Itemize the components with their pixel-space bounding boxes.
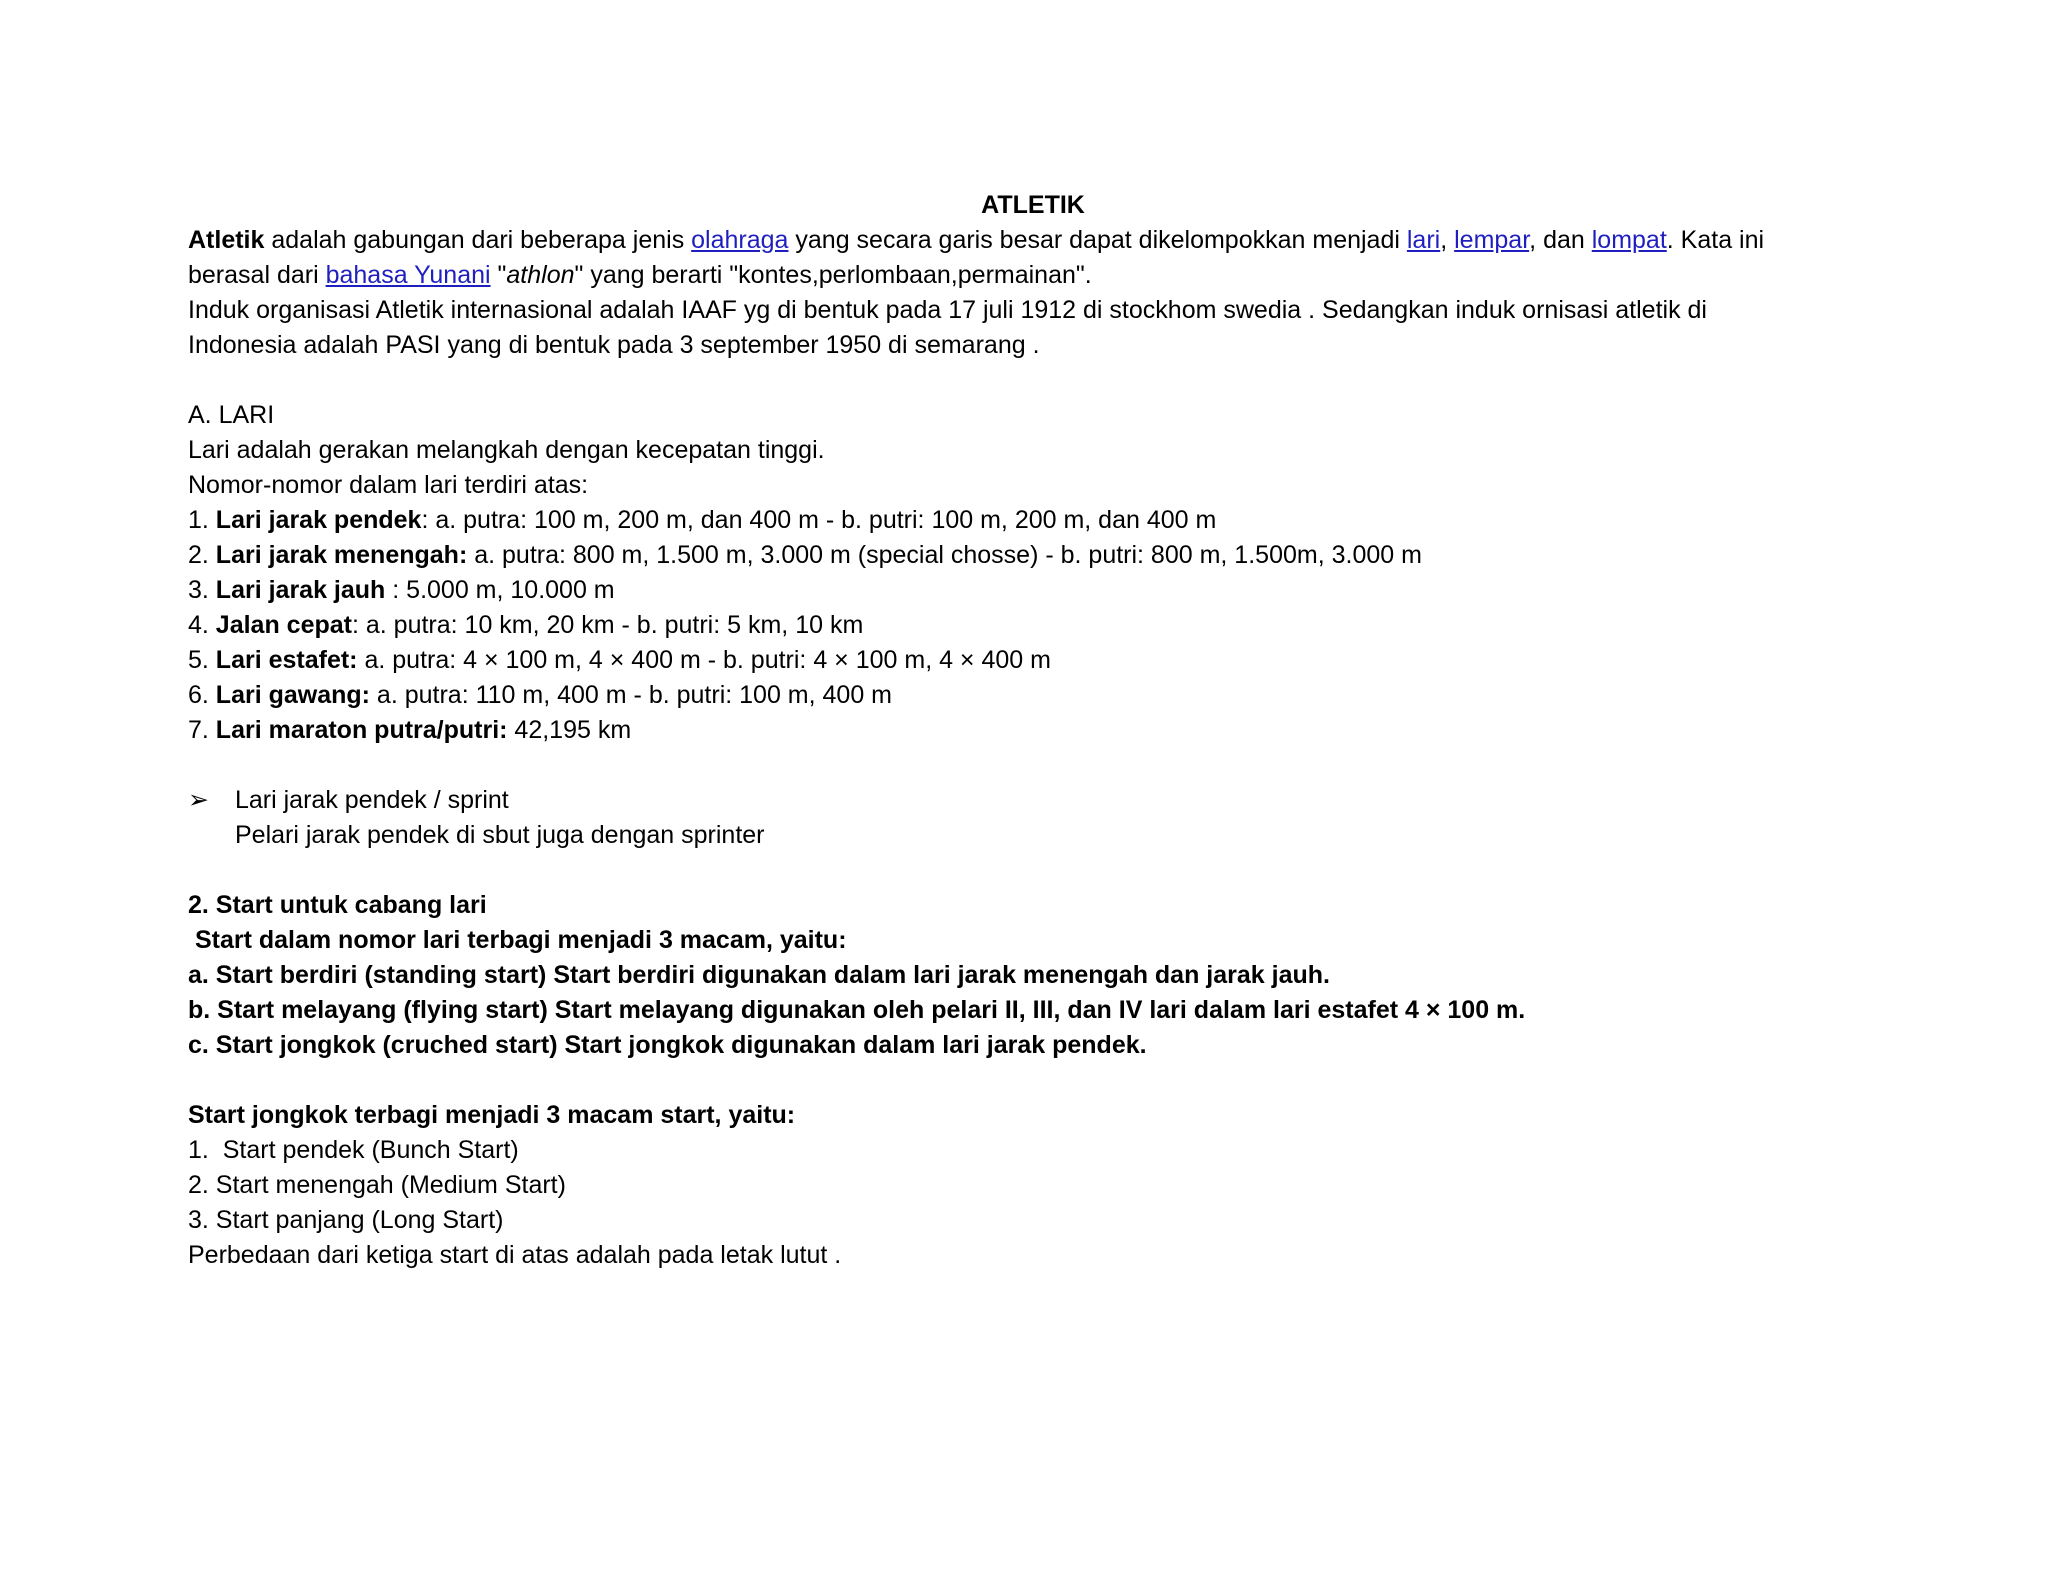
list-item [188,643,1878,678]
item-detail: a. putra: 800 m, 1.500 m, 3.000 m (special chosse) - b. putri: 800 m, 1.500m, 3.000 m [467,541,1422,569]
list-item: 2. Start menengah (Medium Start) [188,1171,566,1199]
intro-text: , dan [1529,226,1592,254]
item-detail: : a. putra: 10 km, 20 km - b. putri: 5 km, 10 km [351,611,864,639]
item-detail: a. putra: 110 m, 400 m - b. putri: 100 m, 400 m [369,681,892,709]
section-heading-lari: A. LARI [188,401,275,429]
intro-text: . Kata ini [1666,226,1765,254]
intro-text: berasal dari [188,261,326,289]
start-intro: Start dalam nomor lari terbagi menjadi 3 macam, yaitu: [188,926,847,954]
item-detail: : 5.000 m, 10.000 m [385,576,615,604]
link-lompat[interactable]: lompat [1591,226,1667,254]
list-item: 1. Start pendek (Bunch Start) [188,1136,519,1164]
intro-line-1 [188,223,1878,258]
link-lempar[interactable]: lempar [1454,226,1530,254]
spacer [188,748,1878,783]
intro-line-3: Induk organisasi Atletik internasional adalah IAAF yg di bentuk pada 17 juli 1912 di stockhom swedia . Sedangkan induk ornisasi atletik di [188,296,1707,324]
jongkok-note: Perbedaan dari ketiga start di atas adalah pada letak lutut . [188,1241,842,1269]
intro-text: " yang berarti "kontes,perlombaan,permainan". [574,261,1092,289]
link-lari[interactable]: lari [1406,226,1441,254]
item-detail: 42,195 km [507,716,632,744]
item-term: Lari maraton putra/putri: [215,716,508,744]
item-term: Lari jarak jauh [215,576,386,604]
item-number: 5. [188,646,216,674]
link-bahasa-yunani[interactable]: bahasa Yunani [325,261,491,289]
spacer [188,363,1878,398]
item-term: Lari jarak menengah: [215,541,468,569]
intro-text: yang secara garis besar dapat dikelompokkan menjadi [788,226,1407,254]
intro-text: " [490,261,507,289]
start-item-a: a. Start berdiri (standing start) Start berdiri digunakan dalam lari jarak menengah dan jarak jauh. [188,961,1330,989]
athlon-term: athlon [506,261,575,289]
list-item [188,573,1878,608]
arrow-bullet-icon: ➢ [188,786,209,814]
spacer [188,853,1878,888]
lari-nomor-intro: Nomor-nomor dalam lari terdiri atas: [188,471,589,499]
item-number: 3. [188,576,216,604]
document-page [188,188,1878,1273]
intro-text: adalah gabungan dari beberapa jenis [264,226,692,254]
intro-text: , [1440,226,1455,254]
list-item [188,678,1878,713]
bullet-item-sprint [188,783,1878,818]
spacer [188,1063,1878,1098]
lari-definition: Lari adalah gerakan melangkah dengan kecepatan tinggi. [188,436,825,464]
list-item [188,713,1878,748]
start-item-b: b. Start melayang (flying start) Start melayang digunakan oleh pelari II, III, dan IV lari dalam lari estafet 4 × 100 m. [188,996,1526,1024]
sprint-description: Pelari jarak pendek di sbut juga dengan sprinter [235,821,765,849]
item-number: 4. [188,611,216,639]
item-detail: a. putra: 4 × 100 m, 4 × 400 m - b. putri: 4 × 100 m, 4 × 400 m [357,646,1051,674]
item-term: Jalan cepat [215,611,352,639]
item-term: Lari estafet: [215,646,358,674]
item-number: 6. [188,681,216,709]
section-heading-jongkok: Start jongkok terbagi menjadi 3 macam start, yaitu: [188,1101,796,1129]
link-olahraga[interactable]: olahraga [691,226,789,254]
list-item [188,538,1878,573]
item-term: Lari gawang: [215,681,370,709]
list-item [188,503,1878,538]
atletik-term: Atletik [188,226,265,254]
intro-line-4: Indonesia adalah PASI yang di bentuk pada 3 september 1950 di semarang . [188,331,1040,359]
item-number: 7. [188,716,216,744]
intro-line-2 [188,258,1878,293]
start-item-c: c. Start jongkok (cruched start) Start jongkok digunakan dalam lari jarak pendek. [188,1031,1147,1059]
list-item [188,608,1878,643]
list-item: 3. Start panjang (Long Start) [188,1206,504,1234]
bullet-text: Lari jarak pendek / sprint [235,786,509,814]
item-number: 1. [188,506,216,534]
section-heading-start: 2. Start untuk cabang lari [188,891,487,919]
page-title: ATLETIK [981,191,1085,219]
item-number: 2. [188,541,216,569]
item-detail: : a. putra: 100 m, 200 m, dan 400 m - b. putri: 100 m, 200 m, dan 400 m [421,506,1217,534]
item-term: Lari jarak pendek [215,506,422,534]
